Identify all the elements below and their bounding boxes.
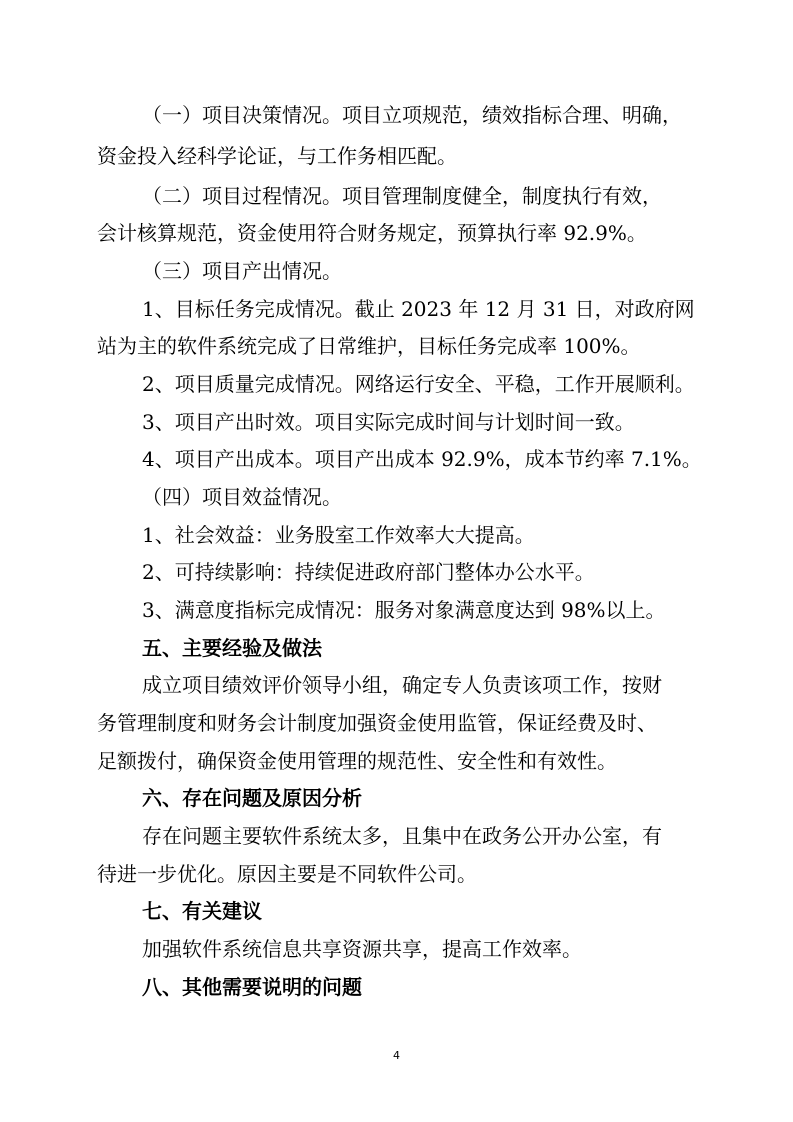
page-number: 4 <box>393 1049 400 1062</box>
section-heading: 六、存在问题及原因分析 <box>142 786 362 810</box>
text-line: （二）项目过程情况。项目管理制度健全，制度执行有效， <box>142 184 662 208</box>
text-line: 3、满意度指标完成情况：服务对象满意度达到 98%以上。 <box>142 598 666 622</box>
text-line: 4、项目产出成本。项目产出成本 92.9%，成本节约率 7.1%。 <box>142 447 702 471</box>
text-line: 2、可持续影响：持续促进政府部门整体办公水平。 <box>142 560 595 584</box>
text-line: 加强软件系统信息共享资源共享，提高工作效率。 <box>142 937 582 961</box>
text-line: 3、项目产出时效。项目实际完成时间与计划时间一致。 <box>142 410 635 434</box>
text-line: （四）项目效益情况。 <box>142 485 342 509</box>
text-line: 足额拨付，确保资金使用管理的规范性、安全性和有效性。 <box>97 749 617 773</box>
section-heading: 五、主要经验及做法 <box>142 636 322 660</box>
text-line: 资金投入经科学论证，与工作务相匹配。 <box>97 144 457 168</box>
text-line: 2、项目质量完成情况。网络运行安全、平稳，工作开展顺利。 <box>142 372 695 396</box>
text-line: 1、社会效益：业务股室工作效率大大提高。 <box>142 523 535 547</box>
text-line: （三）项目产出情况。 <box>142 259 342 283</box>
text-line: 存在问题主要软件系统太多，且集中在政务公开办公室，有 <box>142 824 662 848</box>
text-line: （一）项目决策情况。项目立项规范，绩效指标合理、明确， <box>142 103 682 127</box>
section-heading: 八、其他需要说明的问题 <box>142 975 362 999</box>
text-line: 待进一步优化。原因主要是不同软件公司。 <box>97 862 477 886</box>
text-line: 1、目标任务完成情况。截止 2023 年 12 月 31 日，对政府网 <box>142 297 695 321</box>
text-line: 会计核算规范，资金使用符合财务规定，预算执行率 92.9%。 <box>97 221 647 245</box>
text-line: 站为主的软件系统完成了日常维护，目标任务完成率 100%。 <box>97 334 641 358</box>
section-heading: 七、有关建议 <box>142 899 262 923</box>
text-line: 务管理制度和财务会计制度加强资金使用监管，保证经费及时、 <box>97 711 657 735</box>
text-line: 成立项目绩效评价领导小组，确定专人负责该项工作，按财 <box>142 673 662 697</box>
